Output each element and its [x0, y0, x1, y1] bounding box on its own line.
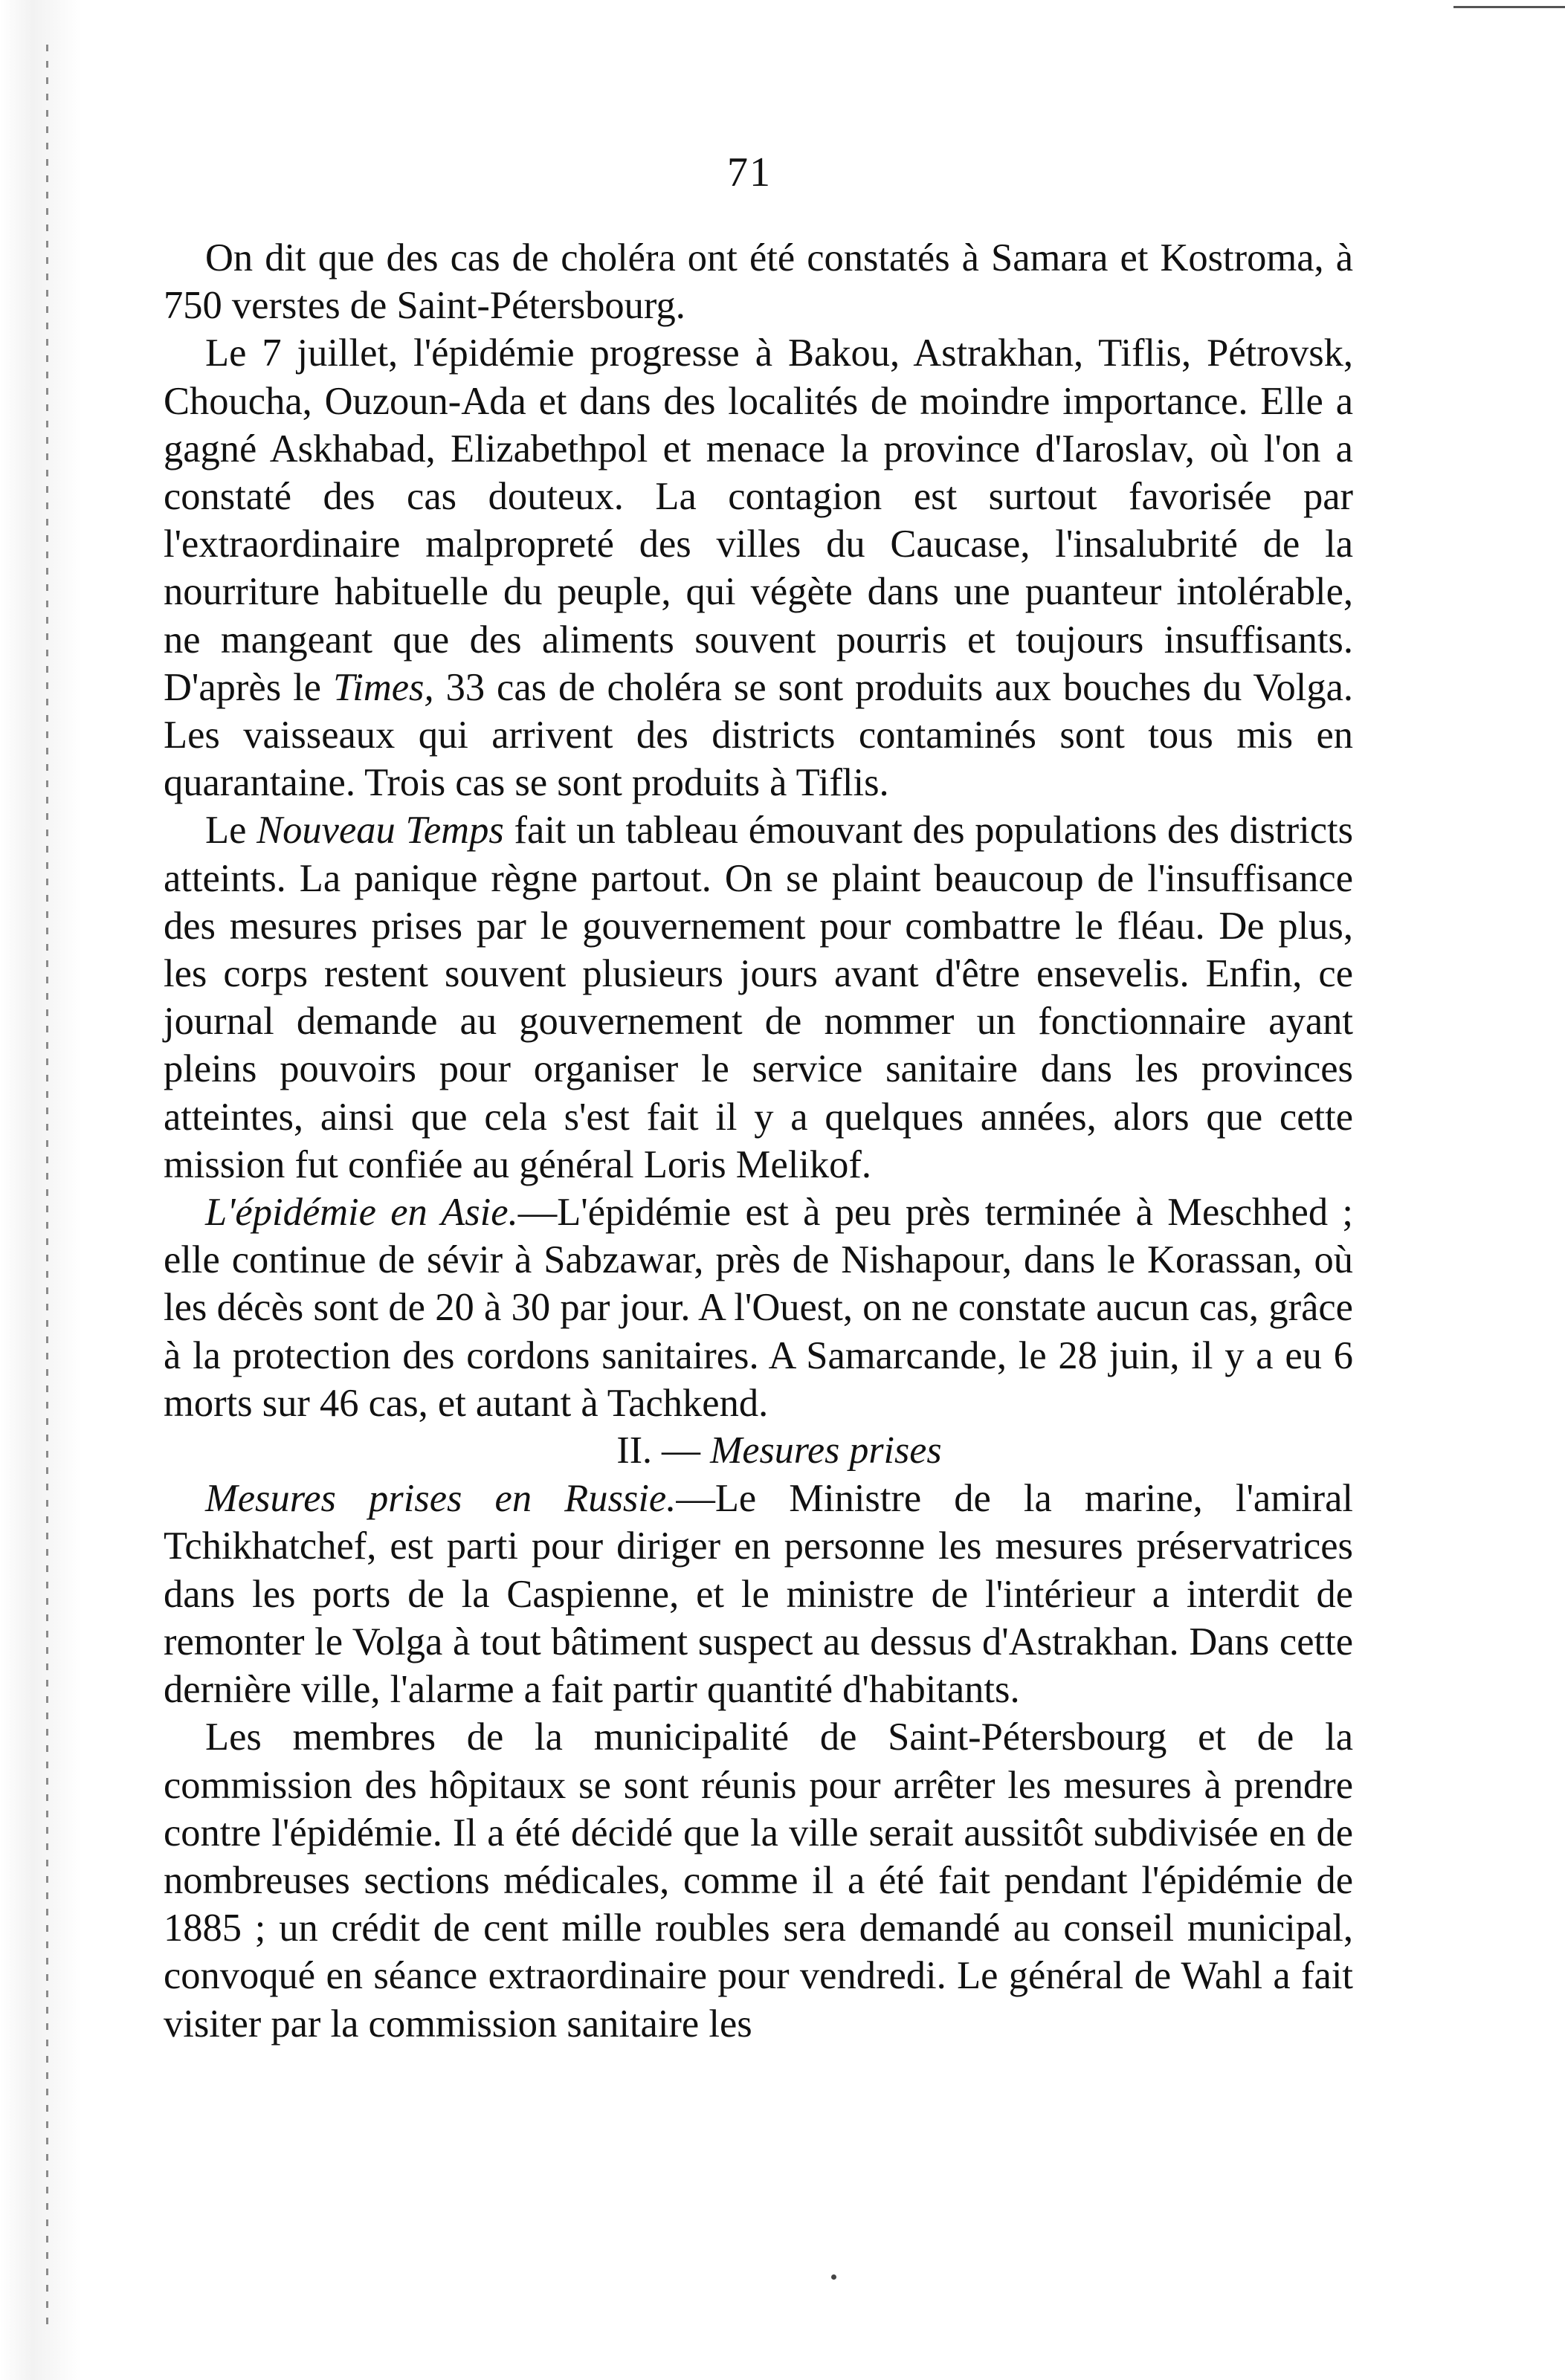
- section-title: Mesures prises: [710, 1429, 942, 1472]
- corner-rule: [1453, 6, 1565, 8]
- nouveau-temps-title: Nouveau Temps: [256, 809, 504, 853]
- page-gutter: [0, 0, 82, 2380]
- paragraph-6: Les membres de la municipalité de Saint-Pétersbourg et de la commission des hôpitaux se sont réunis pour arrêter les mesures à prendre contre l'épidémie. Il a été décidé que la ville serait aussitôt subdivisée en de nombreuses sections médicales, comme il a été fait pendant l'épidémie de 1885 ; un crédit de cent mille roubles sera demandé au conseil municipal, convoqué en séance extraordinaire pour vendredi. Le général de Wahl a fait visiter par la commission sanitaire les: [164, 1716, 1353, 2046]
- paragraph-3-rest: fait un tableau émouvant des populations des districts atteints. La panique règne partout. On se plaint beaucoup de l'insuffisance des mesures prises par le gouvernement pour combattre le fléau. De plus, les corps restent souvent plusieurs jours avant d'être ensevelis. Enfin, ce journal demande au gouvernement de nommer un fonctionnaire ayant pleins pouvoirs pour organiser le service sanitaire dans les provinces atteintes, ainsi que cela s'est fait il y a quelques années, alors que cette mission fut confiée au général Loris Melikof.: [164, 809, 1354, 1186]
- paragraph-4: [164, 1189, 1353, 1427]
- russia-subheading: Mesures prises en Russie.: [205, 1477, 677, 1521]
- page-number: 71: [727, 149, 772, 195]
- print-speck: [831, 2274, 836, 2280]
- binding-edge-mark: [46, 45, 48, 2334]
- paragraph-1: On dit que des cas de choléra ont été constatés à Samara et Kostroma, à 750 verstes de Saint-Pétersbourg.: [164, 236, 1353, 328]
- paragraph-4-rest: —L'épidémie est à peu près terminée à Meschhed ; elle continue de sévir à Sabzawar, près de Nishapour, dans le Korassan, où les décès sont de 20 à 30 par jour. A l'Ouest, on ne constate aucun cas, grâce à la protection des cordons sanitaires. A Samarcande, le 28 juin, il y a eu 6 morts sur 46 cas, et autant à Tachkend.: [164, 1191, 1353, 1425]
- body-text: [164, 234, 1353, 2048]
- paragraph-5-rest: —Le Ministre de la marine, l'amiral Tchikhatchef, est parti pour diriger en personne les mesures préservatrices dans les ports de la Caspienne, et le ministre de l'intérieur a interdit de remonter le Volga à tout bâtiment suspect au dessus d'Astrakhan. Dans cette dernière ville, l'alarme a fait partir quantité d'habitants.: [164, 1477, 1354, 1712]
- section-heading: [164, 1427, 1353, 1475]
- paragraph-2: [164, 329, 1353, 806]
- paragraph-5: [164, 1475, 1353, 1713]
- paragraph-2-text: Le 7 juillet, l'épidémie progresse à Bakou, Astrakhan, Tiflis, Pétrovsk, Choucha, Ouzoun-Ada et dans des localités de moindre importance. Elle a gagné Askhabad, Elizabethpol et menace la province d'Iaroslav, où l'on a constaté des cas douteux. La contagion est surtout favorisée par l'extraordinaire malpropreté des villes du Caucase, l'insalubrité de la nourriture habituelle du peuple, qui végète dans une puanteur intolérable, ne mangeant que des aliments souvent pourris et toujours insuffisants. D'après le: [164, 332, 1353, 709]
- section-numeral: II. —: [616, 1429, 701, 1472]
- paragraph-3-start: Le: [205, 809, 247, 853]
- times-newspaper-title: Times,: [332, 665, 434, 709]
- asia-subheading: L'épidémie en Asie.: [205, 1191, 518, 1235]
- paragraph-3: [164, 806, 1353, 1189]
- paragraph-2-end: 33 cas de choléra se sont produits aux bouches du Volga. Les vaisseaux qui arrivent des districts contaminés sont tous mis en quarantaine. Trois cas se sont produits à Tiflis.: [164, 665, 1354, 805]
